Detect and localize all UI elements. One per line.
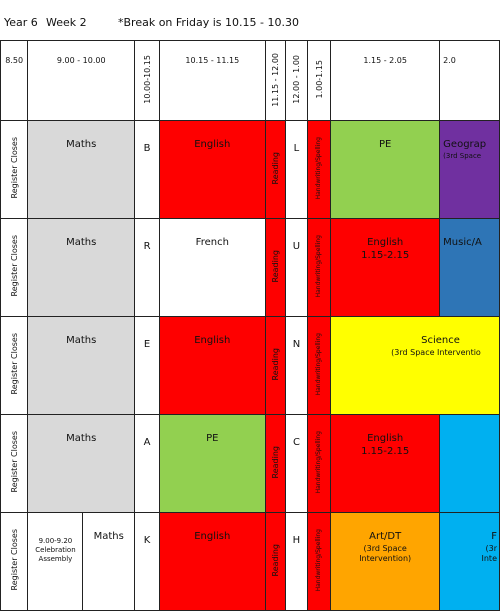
time-lesson4: 2.0 xyxy=(440,41,500,121)
lesson-time: 1.15-2.15 xyxy=(361,249,410,261)
lunch-letter: H xyxy=(285,513,307,611)
reading-cell: Reading xyxy=(265,219,285,317)
timetable-header xyxy=(0,0,500,40)
lesson-cell: French xyxy=(160,219,265,317)
lesson-cell xyxy=(331,513,440,611)
lesson-cell xyxy=(331,219,440,317)
lunch-letter: L xyxy=(285,121,307,219)
lesson-cell: Music/A xyxy=(440,219,500,317)
lesson-cell: Maths xyxy=(28,415,135,513)
lesson-cell: Maths xyxy=(28,317,135,415)
time-reading: 11.15 - 12.00 xyxy=(265,41,285,121)
time-lesson3: 1.15 - 2.05 xyxy=(331,41,440,121)
lesson-cell xyxy=(440,513,500,611)
lesson-cell xyxy=(331,415,440,513)
reading-cell: Reading xyxy=(265,415,285,513)
lunch-letter: C xyxy=(285,415,307,513)
handwriting-cell: Handwriting/Spelling xyxy=(308,317,331,415)
time-break: 10.00-10.15 xyxy=(135,41,160,121)
time-lesson1: 9.00 - 10.00 xyxy=(28,41,135,121)
lesson-cell: Maths xyxy=(28,121,135,219)
lesson-cell: Maths xyxy=(28,219,135,317)
time-header-row xyxy=(1,41,500,121)
time-handwriting: 1.00-1.15 xyxy=(308,41,331,121)
lesson-note: Intervention) xyxy=(359,553,412,563)
day-row-2 xyxy=(1,219,500,317)
lesson-title: Art/DT xyxy=(369,531,402,542)
assembly-cell: 9.00-9.20 Celebration Assembly xyxy=(28,513,83,610)
register-cell: Register Closes xyxy=(1,219,28,317)
time-lunch: 12.00 - 1.00 xyxy=(285,41,307,121)
register-cell: Register Closes xyxy=(1,415,28,513)
lesson-cell: English xyxy=(160,513,265,611)
day-row-1 xyxy=(1,121,500,219)
day-row-3 xyxy=(1,317,500,415)
lesson-title: F xyxy=(491,531,497,542)
register-cell: Register Closes xyxy=(1,121,28,219)
lesson-cell xyxy=(331,317,500,415)
register-cell: Register Closes xyxy=(1,317,28,415)
lesson-cell xyxy=(440,121,500,219)
lesson-title: Maths xyxy=(93,531,124,542)
lesson-cell: PE xyxy=(160,415,265,513)
handwriting-cell: Handwriting/Spelling xyxy=(308,219,331,317)
break-letter: A xyxy=(135,415,160,513)
reading-cell: Reading xyxy=(265,513,285,611)
break-letter: E xyxy=(135,317,160,415)
lesson-note: (3rd Space xyxy=(443,151,482,160)
lesson-note: (3rd Space Interventio xyxy=(391,347,481,357)
lesson-title: Geograp xyxy=(443,139,487,150)
lesson-note: (3r xyxy=(485,543,497,553)
lesson-cell: English xyxy=(160,317,265,415)
week-label: Week 2 xyxy=(46,16,87,29)
lesson-cell-split xyxy=(28,513,135,611)
handwriting-cell: Handwriting/Spelling xyxy=(308,513,331,611)
lesson-title: English xyxy=(367,237,404,248)
lesson-note: (3rd Space xyxy=(363,543,407,553)
break-letter: R xyxy=(135,219,160,317)
handwriting-cell: Handwriting/Spelling xyxy=(308,121,331,219)
break-note: *Break on Friday is 10.15 - 10.30 xyxy=(118,16,299,29)
handwriting-cell: Handwriting/Spelling xyxy=(308,415,331,513)
year-label: Year 6 xyxy=(4,16,38,29)
lesson-title: Science xyxy=(421,335,460,346)
timetable-grid xyxy=(0,40,500,611)
lesson-note: Inte xyxy=(481,553,497,563)
lesson-cell: English xyxy=(160,121,265,219)
day-row-5 xyxy=(1,513,500,611)
lesson-cell: PE xyxy=(331,121,440,219)
register-cell: Register Closes xyxy=(1,513,28,611)
break-letter: B xyxy=(135,121,160,219)
time-register: 8.50 xyxy=(1,41,28,121)
lesson-time: 1.15-2.15 xyxy=(361,445,410,457)
day-row-4 xyxy=(1,415,500,513)
reading-cell: Reading xyxy=(265,317,285,415)
lunch-letter: N xyxy=(285,317,307,415)
reading-cell: Reading xyxy=(265,121,285,219)
lesson-title: English xyxy=(367,433,404,444)
break-letter: K xyxy=(135,513,160,611)
time-lesson2: 10.15 - 11.15 xyxy=(160,41,265,121)
lunch-letter: U xyxy=(285,219,307,317)
lesson-cell xyxy=(440,415,500,513)
